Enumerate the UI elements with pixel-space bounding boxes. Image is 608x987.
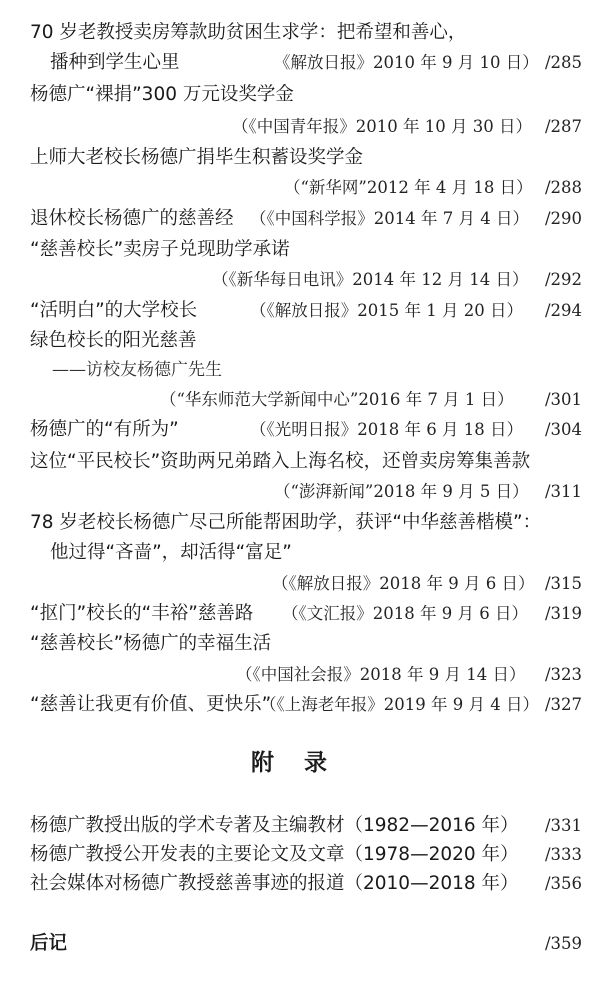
entry-page: /319 bbox=[544, 604, 582, 623]
entry-title-continued: 他过得“吝啬”，却活得“富足” bbox=[50, 542, 292, 563]
appendix-item bbox=[0, 870, 608, 898]
toc-entry bbox=[0, 143, 608, 173]
entry-source: （《解放日报》2015 年 1 月 20 日） bbox=[250, 301, 523, 320]
entry-page: /323 bbox=[544, 665, 582, 684]
entry-source: （“新华网”2012 年 4 月 18 日） bbox=[284, 178, 533, 197]
appendix-item bbox=[0, 812, 608, 840]
appendix-item-page: /333 bbox=[544, 845, 582, 864]
entry-title-continued: 播种到学生心里 bbox=[50, 52, 180, 73]
entry-title: 78 岁老校长杨德广尽己所能帮困助学，获评“中华慈善楷模”： bbox=[30, 512, 542, 533]
entry-source: （“澎湃新闻”2018 年 9 月 5 日） bbox=[274, 482, 529, 501]
appendix-item-title: 杨德广教授公开发表的主要论文及文章（1978—2020 年） bbox=[30, 844, 519, 865]
appendix-heading: 附录 bbox=[251, 750, 357, 776]
entry-source: （《中国科学报》2014 年 7 月 4 日） bbox=[250, 209, 529, 228]
entry-title: 70 岁老教授卖房筹款助贫困生求学：把希望和善心， bbox=[30, 22, 467, 43]
toc-entry bbox=[0, 508, 608, 538]
toc-entry bbox=[0, 690, 608, 720]
toc-entry bbox=[0, 326, 608, 356]
toc-entry bbox=[0, 204, 608, 234]
afterword-page: /359 bbox=[544, 934, 582, 953]
entry-page: /327 bbox=[544, 695, 582, 714]
entry-page: /288 bbox=[544, 178, 582, 197]
entry-title: 退休校长杨德广的慈善经 bbox=[30, 208, 234, 229]
toc-entry bbox=[0, 629, 608, 659]
appendix-item bbox=[0, 841, 608, 869]
entry-source: （《上海老年报》2019 年 9 月 4 日） bbox=[260, 695, 539, 714]
entry-source: （《解放日报》2018 年 9 月 6 日） bbox=[272, 574, 535, 593]
entry-source: （《光明日报》2018 年 6 月 18 日） bbox=[250, 420, 523, 439]
entry-title: “抠门”校长的“丰裕”慈善路 bbox=[30, 603, 254, 624]
toc-entry bbox=[0, 415, 608, 445]
entry-page: /285 bbox=[544, 53, 582, 72]
entry-page: /315 bbox=[544, 574, 582, 593]
afterword-title: 后记 bbox=[30, 933, 68, 954]
toc-entry bbox=[0, 18, 608, 48]
appendix-item-page: /356 bbox=[544, 874, 582, 893]
entry-source: （《中国青年报》2010 年 10 月 30 日） bbox=[232, 117, 532, 136]
afterword-entry bbox=[0, 930, 608, 958]
toc-entry bbox=[0, 265, 608, 295]
entry-title: 绿色校长的阳光慈善 bbox=[30, 330, 197, 351]
entry-page: /301 bbox=[544, 390, 582, 409]
entry-title: “活明白”的大学校长 bbox=[30, 300, 198, 321]
entry-page: /290 bbox=[544, 209, 582, 228]
toc-entry bbox=[0, 599, 608, 629]
appendix-item-title: 社会媒体对杨德广教授慈善事迹的报道（2010—2018 年） bbox=[30, 873, 519, 894]
entry-title: 上师大老校长杨德广捐毕生积蓄设奖学金 bbox=[30, 147, 364, 168]
toc-entry bbox=[0, 660, 608, 690]
entry-subtitle: ——访校友杨德广先生 bbox=[52, 360, 222, 380]
entry-page: /304 bbox=[544, 420, 582, 439]
entry-title: “慈善校长”杨德广的幸福生活 bbox=[30, 633, 272, 654]
entry-title: 杨德广“裸捐”300 万元设奖学金 bbox=[30, 84, 294, 105]
entry-page: /287 bbox=[544, 117, 582, 136]
entry-source: （《文汇报》2018 年 9 月 6 日） bbox=[282, 604, 528, 623]
toc-entry bbox=[0, 569, 608, 599]
entry-title: 杨德广的“有所为” bbox=[30, 419, 179, 440]
appendix-item-page: /331 bbox=[544, 816, 582, 835]
entry-page: /294 bbox=[544, 301, 582, 320]
toc-entry bbox=[0, 173, 608, 203]
toc-entry bbox=[0, 48, 608, 78]
toc-entry bbox=[0, 296, 608, 326]
appendix-item-title: 杨德广教授出版的学术专著及主编教材（1982—2016 年） bbox=[30, 815, 519, 836]
entry-source: （《中国社会报》2018 年 9 月 14 日） bbox=[236, 665, 526, 684]
toc-entry bbox=[0, 355, 608, 385]
entry-source: （《新华每日电讯》2014 年 12 月 14 日） bbox=[212, 270, 529, 289]
entry-title: 这位“平民校长”资助两兄弟踏入上海名校，还曾卖房筹集善款 bbox=[30, 451, 531, 472]
entry-title: “慈善校长”卖房子兑现助学承诺 bbox=[30, 239, 290, 260]
toc-entry bbox=[0, 447, 608, 477]
toc-entry bbox=[0, 235, 608, 265]
toc-entry bbox=[0, 385, 608, 415]
entry-title: “慈善让我更有价值、更快乐” bbox=[30, 694, 272, 715]
entry-source: （“华东师范大学新闻中心”2016 年 7 月 1 日） bbox=[160, 390, 514, 409]
entry-source: 《解放日报》2010 年 9 月 10 日） bbox=[274, 53, 539, 72]
toc-entry bbox=[0, 112, 608, 142]
entry-page: /311 bbox=[544, 482, 582, 501]
toc-entry bbox=[0, 538, 608, 568]
toc-entry bbox=[0, 80, 608, 110]
entry-page: /292 bbox=[544, 270, 582, 289]
toc-entry bbox=[0, 477, 608, 507]
